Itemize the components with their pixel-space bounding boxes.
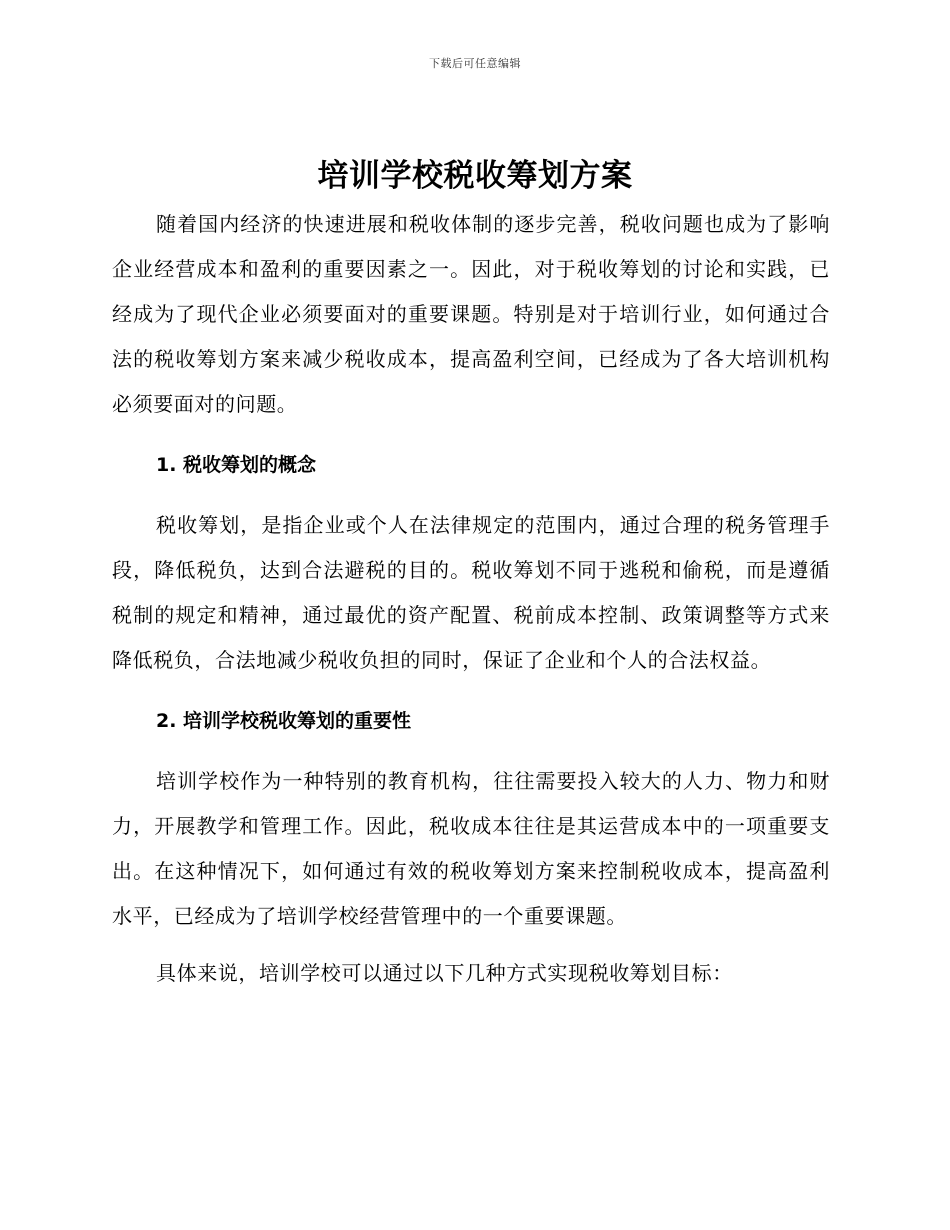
section-heading-concept: 1. 税收筹划的概念: [156, 454, 317, 476]
intro-paragraph: 随着国内经济的快速进展和税收体制的逐步完善，税收问题也成为了影响企业经营成本和盈利的重要因素之一。因此，对于税收筹划的讨论和实践，已经成为了现代企业必须要面对的重要课题。特别是对于培训行业，如何通过合法的税收筹划方案来减少税收成本，提高盈利空间，已经成为了各大培训机构必须要面对的问题。: [112, 212, 830, 416]
section-heading-importance: 2. 培训学校税收筹划的重要性: [156, 710, 412, 732]
concept-paragraph: 税收筹划，是指企业或个人在法律规定的范围内，通过合理的税务管理手段，降低税负，达到合法避税的目的。税收筹划不同于逃税和偷税，而是遵循税制的规定和精神，通过最优的资产配置、税前成本控制、政策调整等方式来降低税负，合法地减少税收负担的同时，保证了企业和个人的合法权益。: [112, 513, 830, 672]
header-note: 下载后可任意编辑: [429, 57, 521, 70]
document-body: [112, 202, 830, 996]
document-title: 培训学校税收筹划方案: [317, 158, 633, 194]
importance-paragraph: 培训学校作为一种特别的教育机构，往往需要投入较大的人力、物力和财力，开展教学和管理工作。因此，税收成本往往是其运营成本中的一项重要支出。在这种情况下，如何通过有效的税收筹划方案来控制税收成本，提高盈利水平，已经成为了培训学校经营管理中的一个重要课题。: [112, 769, 830, 928]
specific-paragraph: 具体来说，培训学校可以通过以下几种方式实现税收筹划目标：: [156, 961, 733, 985]
